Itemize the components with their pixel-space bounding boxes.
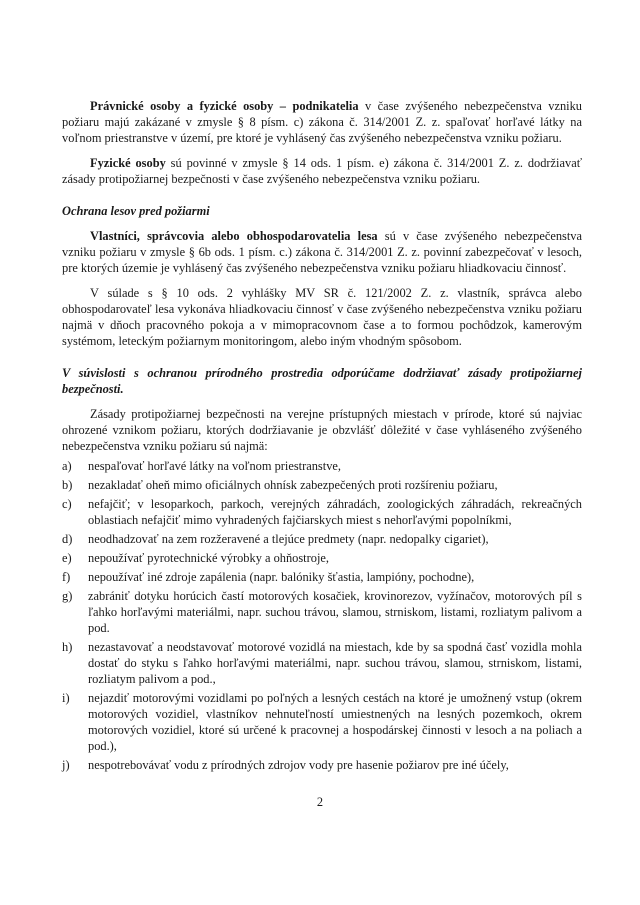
paragraph-legal-persons <box>62 98 582 146</box>
list-item <box>62 496 582 528</box>
list-marker: j) <box>62 758 70 772</box>
list-marker: a) <box>62 459 72 473</box>
list-item-text: nezakladať oheň mimo oficiálnych ohnísk zabezpečených proti rozšíreniu požiaru, <box>88 478 498 492</box>
paragraph-natural-persons <box>62 155 582 187</box>
list-marker: d) <box>62 532 73 546</box>
list-item <box>62 588 582 636</box>
paragraph-patrol-activity: V súlade s § 10 ods. 2 vyhlášky MV SR č. 121/2002 Z. z. vlastník, správca alebo obhospodarovateľ lesa vykonáva hliadkovaciu činnosť v čase zvýšeného nebezpečenstva vzniku požiaru najmä v dňoch pracovného pokoja a v mimopracovnom čase a to formou pochôdzok, kamerovým systémom, leteckým požiarnym monitoringom, alebo iným vhodným spôsobom. <box>62 286 582 348</box>
section-heading-forest-protection: Ochrana lesov pred požiarmi <box>62 204 210 218</box>
list-marker: g) <box>62 589 73 603</box>
page-number: 2 <box>316 795 324 809</box>
list-marker: e) <box>62 551 72 565</box>
list-item <box>62 690 582 754</box>
list-item <box>62 458 582 474</box>
paragraph-text: v čase zvýšeného nebezpečenstva vzniku požiaru majú zakázané v zmysle § 8 písm. c) zákona č. 314/2001 Z. z. spaľovať horľavé látky na voľnom priestranstve v území, pre ktoré je vyhlásený čas zvýšeného nebezpečenstva vzniku požiaru. <box>62 99 582 145</box>
list-item-text: nespotrebovávať vodu z prírodných zdrojov vody pre hasenie požiarov pre iné účely, <box>88 758 509 772</box>
list-item-text: neodhadzovať na zem rozžeravené a tlejúce predmety (napr. nedopalky cigariet), <box>88 532 489 546</box>
list-item-text: nespaľovať horľavé látky na voľnom priestranstve, <box>88 459 341 473</box>
paragraph-lead: Fyzické osoby <box>90 156 166 170</box>
list-marker: c) <box>62 497 72 511</box>
list-item-text: zabrániť dotyku horúcich častí motorových kosačiek, krovinorezov, vyžínačov, motorových píl s ľahko horľavými materiálmi, napr. suchou trávou, slamou, strniskom, listami, rozliatym palivom a pod. <box>88 589 582 635</box>
document-body <box>62 98 582 776</box>
list-marker: h) <box>62 640 73 654</box>
paragraph-text: sú povinné v zmysle § 14 ods. 1 písm. e) zákona č. 314/2001 Z. z. dodržiavať zásady protipožiarnej bezpečnosti v čase zvýšeného nebezpečenstva vzniku požiaru. <box>62 156 582 186</box>
paragraph-text: sú v čase zvýšeného nebezpečenstva vzniku požiaru v zmysle § 6b ods. 1 písm. c.) zákona č. 314/2001 Z. z. povinní zabezpečovať v lesoch, pre ktorých územie je vyhlásený čas zvýšeného nebezpečenstva vzniku požiaru hliadkovaciu činnosť. <box>62 229 582 275</box>
list-item <box>62 639 582 687</box>
list-marker: b) <box>62 478 73 492</box>
list-item <box>62 569 582 585</box>
paragraph-lead: Právnické osoby a fyzické osoby – podnikatelia <box>90 99 359 113</box>
paragraph-principles-intro: Zásady protipožiarnej bezpečnosti na verejne prístupných miestach v prírode, ktoré sú najviac ohrozené vznikom požiaru, ktorých dodržiavanie je obzvlášť dôležité v čase vyhláseného zvýšeného nebezpečenstva vzniku požiaru sú najmä: <box>62 407 582 453</box>
list-item <box>62 477 582 493</box>
list-item <box>62 531 582 547</box>
section-heading-recommendations: V súvislosti s ochranou prírodného prostredia odporúčame dodržiavať zásady protipožiarnej bezpečnosti. <box>62 366 582 396</box>
list-item <box>62 757 582 773</box>
list-marker: f) <box>62 570 71 584</box>
paragraph-forest-owners <box>62 228 582 276</box>
list-item <box>62 550 582 566</box>
list-item-text: nefajčiť; v lesoparkoch, parkoch, verejných záhradách, zoologických záhradách, rekreačných oblastiach nefajčiť mimo vyhradených fajčiarskych miest s nehorľavými popolníkmi, <box>88 497 582 527</box>
principles-list <box>62 458 582 773</box>
paragraph-lead: Vlastníci, správcovia alebo obhospodarovatelia lesa <box>90 229 378 243</box>
list-item-text: nepoužívať pyrotechnické výrobky a ohňostroje, <box>88 551 329 565</box>
list-item-text: nezastavovať a neodstavovať motorové vozidlá na miestach, kde by sa spodná časť vozidla mohla dostať do styku s ľahko horľavými materiálmi, napr. suchou trávou, slamou, strniskom, listami, rozliatym palivom a pod., <box>88 640 582 686</box>
list-item-text: nepoužívať iné zdroje zapálenia (napr. balóniky šťastia, lampióny, pochodne), <box>88 570 475 584</box>
list-item-text: nejazdiť motorovými vozidlami po poľných a lesných cestách na ktoré je umožnený vstup (okrem motorových vozidiel, vlastníkov nehnuteľností umiestnených na lesných pozemkoch, okrem motorových vozidiel, ktoré sú určené k pracovnej a hospodárskej činnosti v lesoch a na poliach a pod.), <box>88 691 582 753</box>
list-marker: i) <box>62 691 70 705</box>
